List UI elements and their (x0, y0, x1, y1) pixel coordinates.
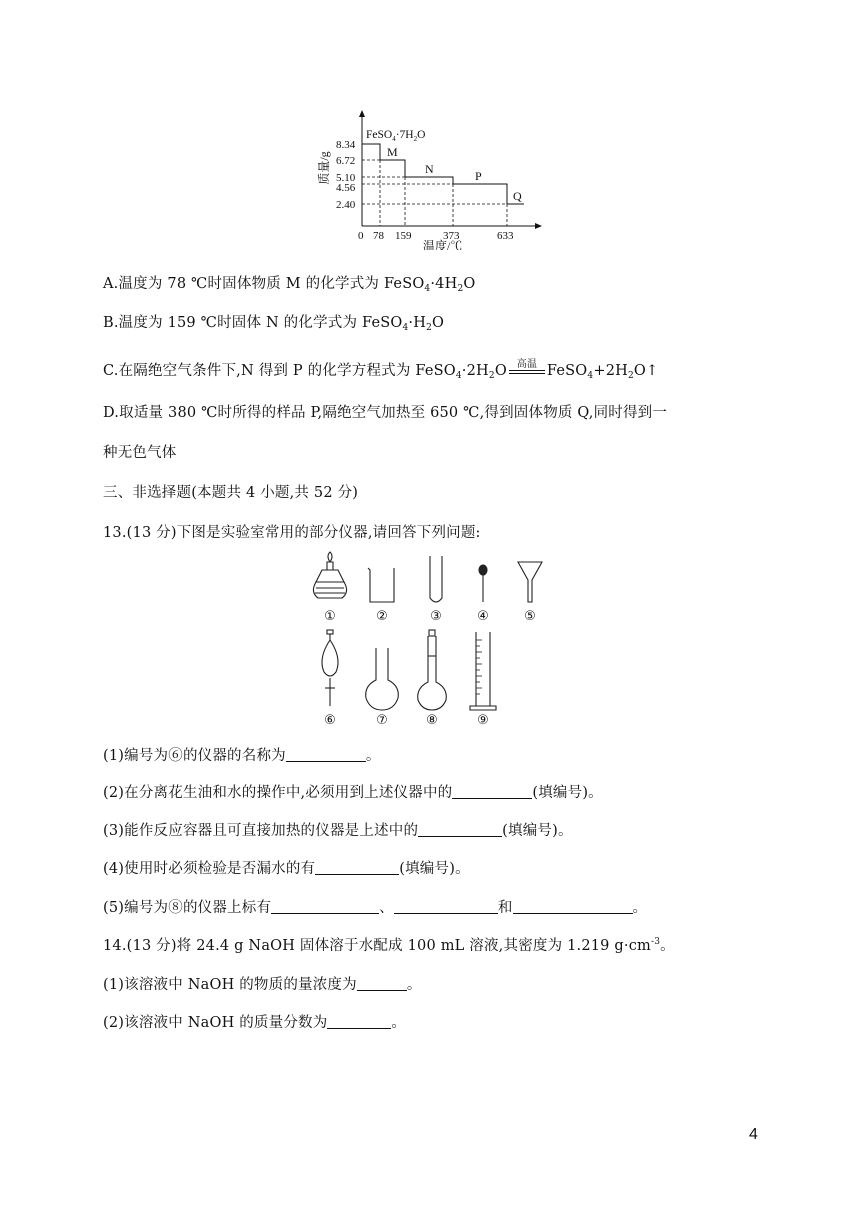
apparatus-number: ⑨ (477, 713, 489, 728)
answer-blank[interactable] (315, 860, 399, 875)
x-tick: 373 (443, 230, 460, 242)
answer-blank[interactable] (394, 899, 498, 914)
q13-intro: 13.(13 分)下图是实验室常用的部分仪器,请回答下列问题: (103, 525, 481, 541)
x-tick: 159 (395, 230, 412, 242)
apparatus-number: ③ (430, 609, 442, 624)
q13-part5: (5)编号为⑧的仪器上标有 、 和 。 (103, 900, 648, 916)
y-tick: 2.40 (336, 199, 356, 211)
option-d-line1: D.取适量 380 ℃时所得的样品 P,隔绝空气加热至 650 ℃,得到固体物质 Q,同时得到一 (103, 405, 668, 421)
answer-blank[interactable] (418, 822, 502, 837)
q14-part1: (1)该溶液中 NaOH 的物质的量浓度为 。 (103, 977, 422, 993)
y-tick: 6.72 (336, 155, 356, 167)
test-tube-icon (430, 556, 442, 602)
x-tick: 633 (497, 230, 514, 242)
label-P: P (475, 169, 482, 183)
answer-blank[interactable] (286, 747, 366, 762)
x-tick: 78 (373, 230, 384, 242)
apparatus-number: ④ (477, 609, 489, 624)
x-tick: 0 (358, 230, 364, 242)
label-N: N (425, 162, 434, 176)
answer-blank[interactable] (357, 976, 407, 991)
option-a: A.温度为 78 ℃时固体物质 M 的化学式为 $FeSO_4\cdot 4H_2O$ (103, 276, 476, 294)
apparatus-number: ⑧ (426, 713, 438, 728)
answer-blank[interactable] (327, 1014, 391, 1029)
apparatus-figure (300, 548, 560, 728)
answer-blank[interactable] (271, 899, 379, 914)
y-tick: 5.10 (336, 172, 356, 184)
y-tick: 4.56 (336, 182, 356, 194)
dropper-icon (479, 565, 487, 602)
y-tick: 8.34 (336, 139, 356, 151)
apparatus-number: ① (324, 609, 336, 624)
q14-part2: (2)该溶液中 NaOH 的质量分数为 。 (103, 1015, 407, 1031)
q13-part1: (1)编号为⑥的仪器的名称为 。 (103, 748, 381, 764)
mass-temperature-graph (310, 108, 550, 250)
funnel-icon (518, 562, 542, 602)
apparatus-number: ⑥ (324, 713, 336, 728)
label-M: M (387, 145, 398, 159)
apparatus-number: ⑤ (524, 609, 536, 624)
y-axis-arrow (359, 110, 365, 117)
beaker-icon (368, 568, 394, 602)
label-feso4-7h2o: $FeSO_4\cdot 7H_2O$ (366, 129, 426, 143)
label-Q: Q (513, 189, 522, 203)
apparatus-number: ⑦ (376, 713, 388, 728)
section-heading: 三、非选择题(本题共 4 小题,共 52 分) (103, 485, 359, 501)
graduated-cylinder-icon (470, 632, 496, 710)
q14-intro: 14.(13 分)将 24.4 g NaOH 固体溶于水配成 100 mL 溶液,其密度为 1.219 $g\cdot cm^{-3}$。 (103, 937, 675, 954)
x-axis-arrow (535, 223, 542, 229)
x-axis-label: 温度/℃ (423, 239, 463, 250)
q13-part4: (4)使用时必须检验是否漏水的有 (填编号)。 (103, 861, 470, 877)
option-c: C.在隔绝空气条件下,N 得到 P 的化学方程式为 $FeSO_4\cdot 2H_2O$ 高温 $FeSO_4+2H_2O↑$ (103, 359, 659, 381)
y-axis-label: 质量/g (317, 151, 331, 185)
option-d-line2: 种无色气体 (103, 445, 177, 461)
q13-part3: (3)能作反应容器且可直接加热的仪器是上述中的 (填编号)。 (103, 823, 573, 839)
answer-blank[interactable] (452, 784, 532, 799)
reaction-condition: 高温 (507, 361, 547, 377)
answer-blank[interactable] (513, 899, 633, 914)
volumetric-flask-icon (418, 630, 447, 710)
q13-part2: (2)在分离花生油和水的操作中,必须用到上述仪器中的 (填编号)。 (103, 785, 603, 801)
apparatus-number: ② (376, 609, 388, 624)
alcohol-lamp-icon (313, 552, 346, 598)
round-bottom-flask-icon (366, 648, 399, 710)
separatory-funnel-icon (322, 630, 338, 706)
option-b: B.温度为 159 ℃时固体 N 的化学式为 $FeSO_4\cdot H_2O$ (103, 315, 445, 333)
page-number: 4 (749, 1126, 758, 1143)
